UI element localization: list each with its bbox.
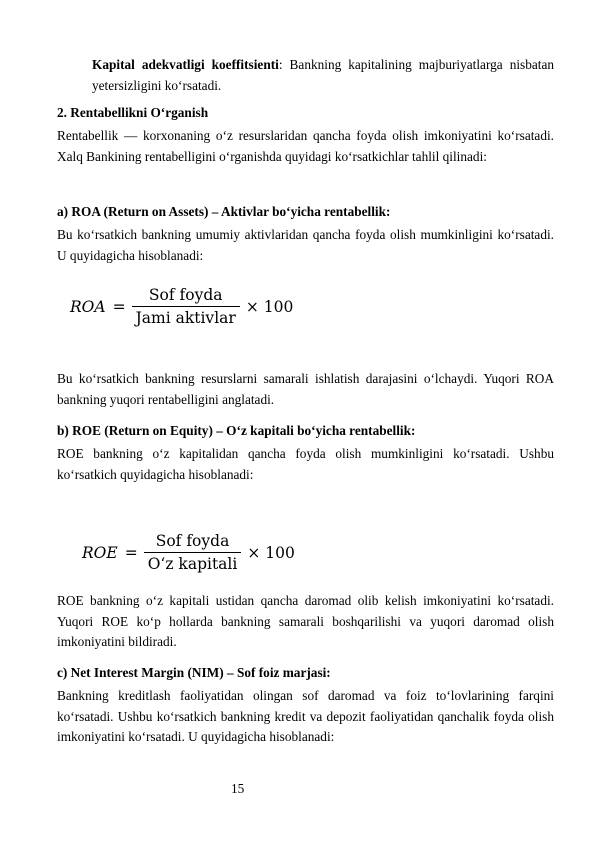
roa-numerator: Sof foyda <box>148 286 223 304</box>
roe-formula-equals: = <box>124 543 138 562</box>
roe-fraction <box>144 532 242 573</box>
roe-formula <box>82 532 295 573</box>
roe-denominator: O‘z kapitali <box>144 552 242 573</box>
roa-interpretation: Bu ko‘rsatkich bankning resurslarni samarali ishlatish darajasini o‘lchaydi. Yuqori ROA bankning yuqori rentabelligini anglatadi. <box>57 371 554 407</box>
roe-numerator: Sof foyda <box>155 532 230 550</box>
roa-multiplier: × 100 <box>245 297 294 316</box>
roa-description: Bu ko‘rsatkich bankning umumiy aktivlaridan qancha foyda olish mumkinligini ko‘rsatadi. U quyidagicha hisoblanadi: <box>57 227 554 263</box>
roe-heading: b) ROE (Return on Equity) – O‘z kapitali bo‘yicha rentabellik: <box>57 423 416 438</box>
capital-adequacy-text: : Bankning kapitalining majburiyatlarga nisbatan yetersizligini ko‘rsatadi. <box>92 57 555 93</box>
profitability-intro: Rentabellik — korxonaning o‘z resurslaridan qancha foyda olish imkoniyatini ko‘rsatadi. Xalq Bankining rentabelligini o‘rganishda quyidagi ko‘rsatkichlar tahlil qilinadi: <box>57 128 554 164</box>
capital-adequacy-term: Kapital adekvatligi koeffitsienti <box>92 57 279 72</box>
capital-adequacy-definition <box>92 55 554 96</box>
nim-heading: c) Net Interest Margin (NIM) – Sof foiz marjasi: <box>57 665 331 680</box>
roa-heading: a) ROA (Return on Assets) – Aktivlar bo‘yicha rentabellik: <box>57 204 391 219</box>
roa-fraction <box>132 286 240 327</box>
roe-formula-lhs: ROE <box>82 543 118 562</box>
roa-formula-equals: = <box>112 297 126 316</box>
roe-interpretation: ROE bankning o‘z kapitali ustidan qancha daromad olib kelish imkoniyatini ko‘rsatadi. Yuqori ROE ko‘p hollarda bankning samarali boshqarilishi va yuqori daromad olish imkoniyatini bildiradi. <box>57 593 554 649</box>
nim-description: Bankning kreditlash faoliyatidan olingan sof daromad va foiz to‘lovlarining farqini ko‘rsatadi. Ushbu ko‘rsatkich bankning kredit va depozit faoliyatidan qanchalik foyda olish imkoniyatini ko‘rsatadi. U quyidagicha hisoblanadi: <box>57 688 554 744</box>
roa-denominator: Jami aktivlar <box>132 306 240 327</box>
roa-formula <box>70 286 293 327</box>
roe-description: ROE bankning o‘z kapitalidan qancha foyda olish mumkinligini ko‘rsatadi. Ushbu ko‘rsatkich quyidagicha hisoblanadi: <box>57 446 554 482</box>
section-heading-profitability: 2. Rentabellikni O‘rganish <box>57 105 209 120</box>
roe-multiplier: × 100 <box>247 543 295 562</box>
page-number: 15 <box>231 781 245 796</box>
roa-formula-lhs: ROA <box>70 297 106 316</box>
